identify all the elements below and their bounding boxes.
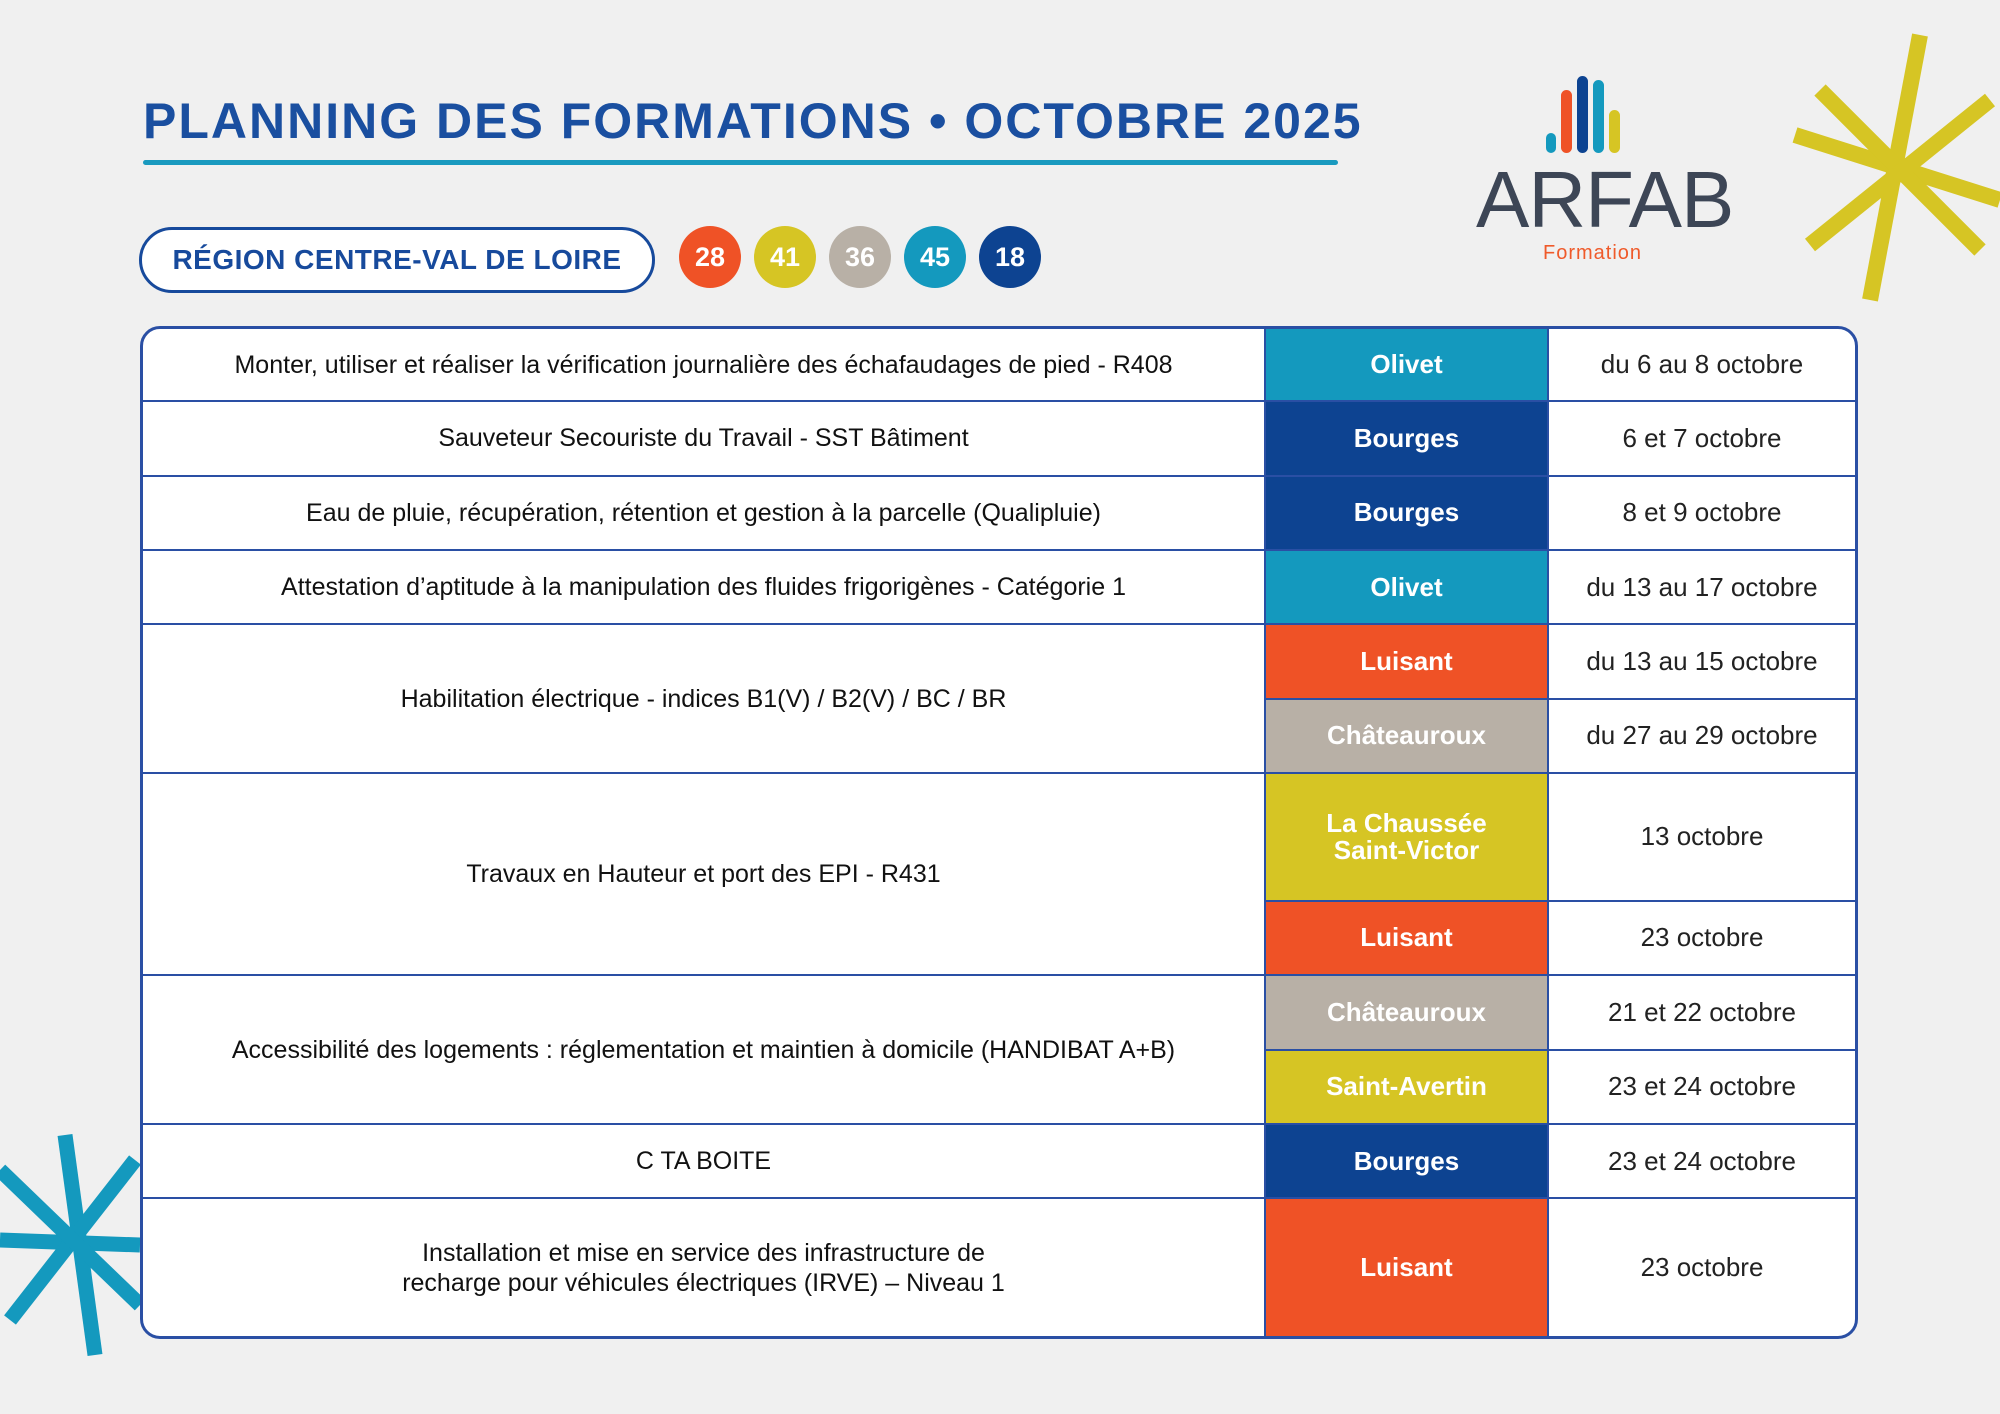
blue-asterisk-icon (0, 1130, 145, 1360)
logo-subtitle: Formation (1543, 242, 1643, 264)
city-cell: Châteauroux (1265, 975, 1548, 1049)
date-cell: du 6 au 8 octobre (1548, 329, 1855, 401)
city-cell: Bourges (1265, 1124, 1548, 1198)
city-cell: Luisant (1265, 1198, 1548, 1336)
logo-wordmark: ARFAB (1476, 155, 1734, 244)
department-badges (679, 226, 1041, 288)
course-title: Attestation d’aptitude à la manipulation des fluides frigorigènes - Catégorie 1 (143, 550, 1265, 624)
city-cell: Olivet (1265, 329, 1548, 401)
table-row (143, 1124, 1855, 1198)
date-cell: 21 et 22 octobre (1548, 975, 1855, 1049)
city-cell: Saint-Avertin (1265, 1050, 1548, 1124)
table-row (143, 773, 1855, 901)
city-cell: Châteauroux (1265, 699, 1548, 773)
title-underline (143, 160, 1338, 165)
course-title: Habilitation électrique - indices B1(V) / B2(V) / BC / BR (143, 624, 1265, 773)
department-badge: 18 (979, 226, 1041, 288)
course-title: C TA BOITE (143, 1124, 1265, 1198)
table-row (143, 401, 1855, 475)
course-title: Travaux en Hauteur et port des EPI - R431 (143, 773, 1265, 975)
department-badge: 28 (679, 226, 741, 288)
course-title: Installation et mise en service des infrastructure de recharge pour véhicules électriques (IRVE) – Niveau 1 (143, 1198, 1265, 1336)
table-row (143, 975, 1855, 1049)
city-cell: Luisant (1265, 901, 1548, 975)
city-cell: Bourges (1265, 401, 1548, 475)
table-row (143, 550, 1855, 624)
table-row (143, 329, 1855, 401)
table-row (143, 476, 1855, 550)
training-schedule-table (140, 326, 1858, 1339)
department-badge: 41 (754, 226, 816, 288)
date-cell: 13 octobre (1548, 773, 1855, 901)
page-title: PLANNING DES FORMATIONS • OCTOBRE 2025 (143, 93, 1363, 149)
date-cell: 8 et 9 octobre (1548, 476, 1855, 550)
city-cell: Luisant (1265, 624, 1548, 698)
date-cell: 23 et 24 octobre (1548, 1050, 1855, 1124)
date-cell: du 27 au 29 octobre (1548, 699, 1855, 773)
course-title: Accessibilité des logements : réglementation et maintien à domicile (HANDIBAT A+B) (143, 975, 1265, 1124)
date-cell: 23 octobre (1640, 1252, 1764, 1283)
city-cell: Bourges (1265, 476, 1548, 550)
course-title: Eau de pluie, récupération, rétention et gestion à la parcelle (Qualipluie) (143, 476, 1265, 550)
yellow-asterisk-icon (1780, 30, 2000, 310)
department-badge: 45 (904, 226, 966, 288)
table-row (143, 624, 1855, 698)
course-title: Sauveteur Secouriste du Travail - SST Bâtiment (143, 401, 1265, 475)
course-title: Monter, utiliser et réaliser la vérification journalière des échafaudages de pied - R408 (143, 329, 1265, 401)
region-badge: RÉGION CENTRE-VAL DE LOIRE (139, 227, 655, 293)
date-cell: du 13 au 15 octobre (1548, 624, 1855, 698)
date-cell: 6 et 7 octobre (1548, 401, 1855, 475)
date-cell: 23 et 24 octobre (1548, 1124, 1855, 1198)
city-cell: Olivet (1265, 550, 1548, 624)
department-badge: 36 (829, 226, 891, 288)
date-cell: 23 octobre (1548, 901, 1855, 975)
city-cell: La Chaussée Saint-Victor (1265, 773, 1548, 901)
date-cell: du 13 au 17 octobre (1548, 550, 1855, 624)
table-row (143, 1198, 1855, 1336)
